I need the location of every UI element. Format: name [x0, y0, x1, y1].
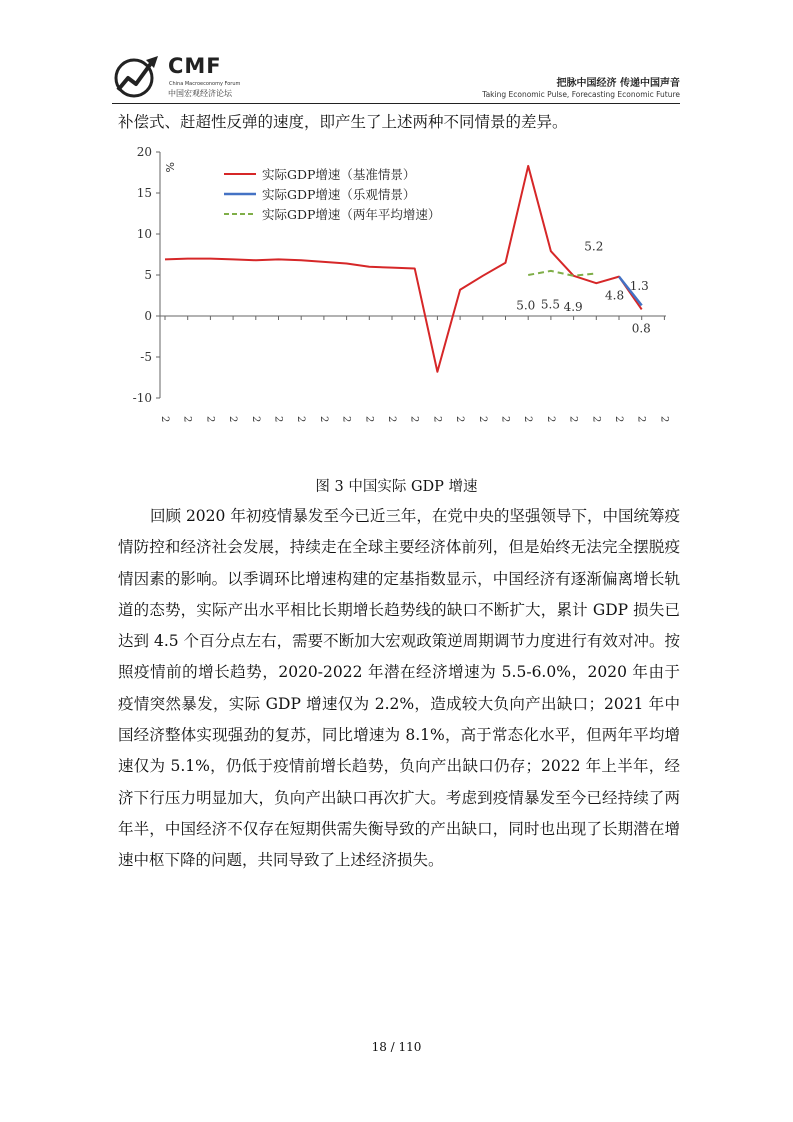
body-line-top: 补偿式、赶超性反弹的速度，即产生了上述两种不同情景的差异。: [118, 113, 568, 131]
x-tick-label: 2: [249, 416, 261, 423]
x-tick-label: 2: [159, 416, 170, 423]
x-tick-label: 2: [613, 416, 624, 423]
x-tick-label: 2: [454, 416, 466, 423]
y-tick-label: 15: [136, 186, 152, 200]
header-divider: [112, 103, 680, 104]
x-tick-label: 2: [431, 416, 443, 423]
page-number: 18 / 110: [371, 1040, 422, 1054]
cmf-logo-icon: [112, 54, 160, 98]
gdp-growth-chart: [112, 140, 680, 430]
y-tick-label: 0: [144, 309, 152, 323]
y-tick-label: 10: [136, 227, 152, 241]
data-label: 4.9: [563, 300, 583, 315]
y-tick-label: -10: [132, 391, 152, 405]
x-tick-label: 2: [363, 416, 375, 423]
x-tick-label: 2: [658, 416, 670, 423]
y-tick-label: 20: [136, 145, 152, 159]
y-axis-label: %: [163, 162, 176, 173]
body-paragraph: [118, 501, 680, 877]
x-tick-label: 2: [386, 416, 397, 423]
header-slogan-en: Taking Economic Pulse, Forecasting Economic Future: [482, 90, 680, 99]
x-tick-label: 2: [635, 416, 647, 423]
data-label: 5.5: [540, 297, 560, 312]
legend-label: 实际GDP增速（乐观情景）: [262, 187, 416, 202]
header-slogan: 把脉中国经济 传递中国声音: [556, 78, 680, 89]
series-line-two-year: [528, 271, 596, 276]
x-tick-label: 2: [181, 416, 193, 423]
data-label: 0.8: [631, 321, 651, 336]
x-tick-label: 2: [522, 416, 534, 423]
data-label: 5.2: [584, 239, 604, 254]
data-label: 4.8: [605, 288, 625, 303]
logo-en: China Macroeconomy Forum: [169, 81, 241, 87]
x-tick-label: 2: [590, 416, 602, 423]
page-header: [112, 50, 680, 102]
x-tick-label: 2: [272, 416, 284, 423]
x-tick-label: 2: [317, 416, 329, 423]
header-slogan-block: [482, 74, 680, 99]
data-label: 5.0: [516, 298, 536, 313]
y-tick-label: 5: [144, 268, 152, 282]
logo-cn: 中国宏观经济论坛: [168, 89, 232, 98]
x-tick-label: 2: [227, 416, 239, 423]
data-label: 1.3: [629, 278, 649, 293]
legend-label: 实际GDP增速（基准情景）: [262, 167, 416, 182]
x-tick-label: 2: [408, 416, 420, 423]
x-tick-label: 2: [544, 416, 556, 423]
x-tick-label: 2: [499, 416, 511, 423]
y-tick-label: -5: [140, 350, 152, 364]
body-paragraph-text: 回顾 2020 年初疫情暴发至今已近三年，在党中央的坚强领导下，中国统筹疫情防控和经济社会发展，持续走在全球主要经济体前列，但是始终无法完全摆脱疫情因素的影响。以季调环比增速构建的定基指数显示，中国经济有逐渐偏离增长轨道的态势，实际产出水平相比长期增长趋势线的缺口不断扩大，累计 GDP 损失已达到 4.5 个百分点左右，需要不断加大宏观政策逆周期调节力度进行有效对冲。按照疫情前的增长趋势，2020-2022 年潜在经济增速为 5.5-6.0%，2020 年由于疫情突然暴发，实际 GDP 增速仅为 2.2%，造成较大负向产出缺口；2021 年中国经济整体实现强劲的复苏，同比增速为 8.1%，高于常态化水平，但两年平均增速仅为 5.1%，仍低于疫情前增长趋势，负向产出缺口仍存；2022 年上半年，经济下行压力明显加大，负向产出缺口再次扩大。考虑到疫情暴发至今已经持续了两年半，中国经济不仅存在短期供需失衡导致的产出缺口，同时也出现了长期潜在增速中枢下降的问题，共同导致了上述经济损失。: [118, 507, 680, 870]
figure-caption: 图 3 中国实际 GDP 增速: [315, 479, 478, 495]
legend-label: 实际GDP增速（两年平均增速）: [262, 207, 441, 222]
x-tick-label: 2: [204, 416, 216, 423]
x-tick-label: 2: [340, 416, 352, 423]
x-tick-label: 2: [476, 416, 488, 423]
x-tick-label: 2: [295, 416, 307, 423]
x-tick-label: 2: [567, 416, 579, 423]
logo-text: CMF: [168, 54, 222, 78]
